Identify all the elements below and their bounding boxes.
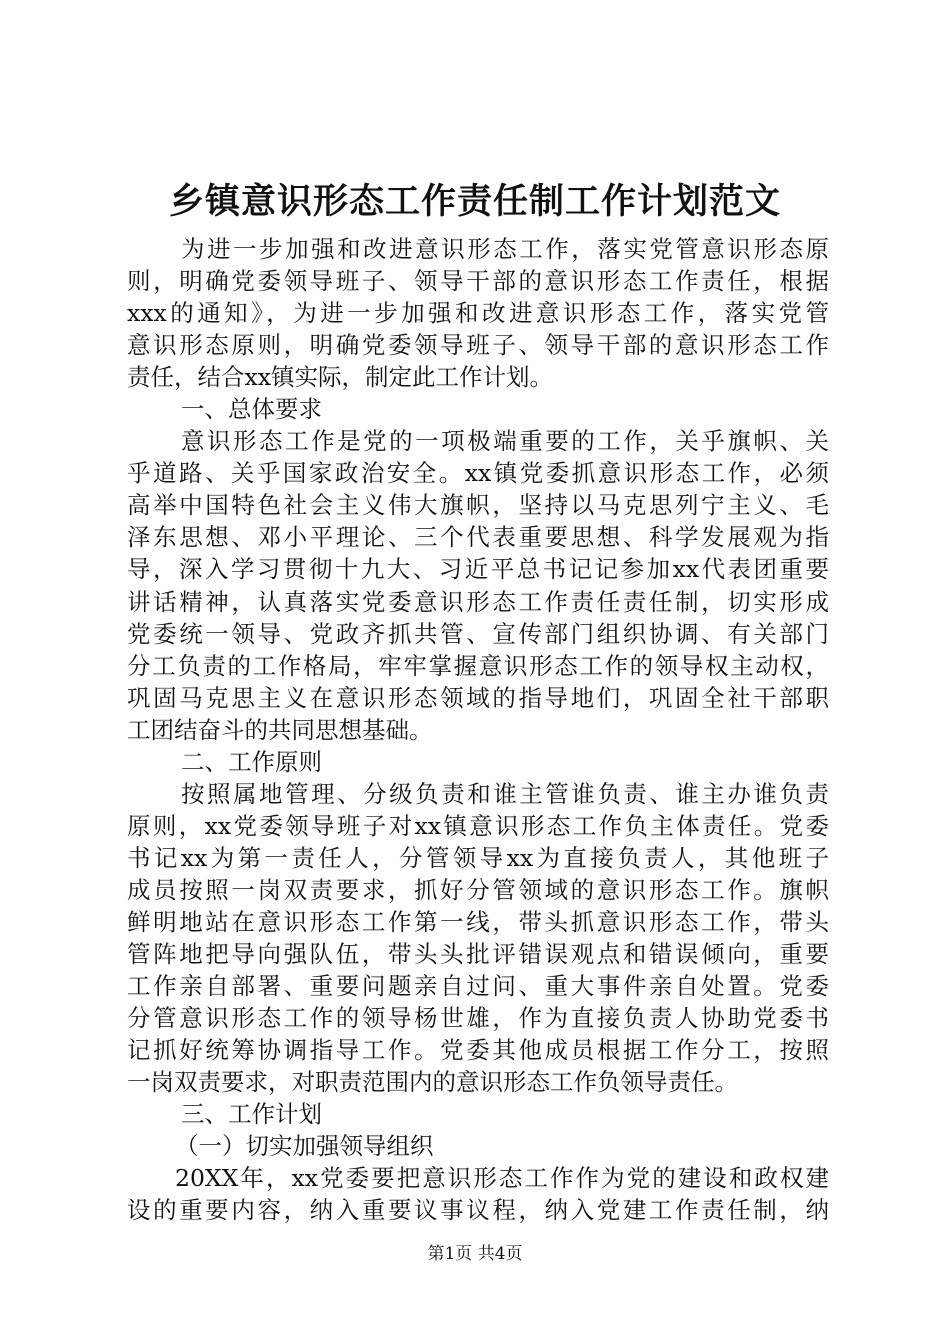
subsection-heading: （一）切实加强领导组织 (175, 1132, 434, 1161)
document-title: 乡镇意识形态工作责任制工作计划范文 (168, 181, 781, 222)
text-line: 设的重要内容，纳入重要议事议程，纳入党建工作责任制，纳 (127, 1196, 829, 1225)
text-line: 鲜明地站在意识形态工作第一线，带头抓意识形态工作，带头 (127, 907, 829, 936)
text-line: 讲话精神，认真落实党委意识形态工作责任责任制，切实形成 (127, 587, 829, 616)
text-line: 导，深入学习贯彻十九大、习近平总书记记参加xx代表团重要 (127, 555, 829, 584)
text-line: 原则，xx党委领导班子对xx镇意识形态工作负主体责任。党委 (127, 811, 829, 840)
text-line: 管阵地把导向强队伍，带头头批评错误观点和错误倾向，重要 (127, 940, 829, 969)
text-line: 分工负责的工作格局，牢牢掌握意识形态工作的领导权主动权， (127, 651, 829, 680)
text-line: 工作亲自部署、重要问题亲自过问、重大事件亲自处置。党委 (127, 972, 829, 1001)
text-line: 书记xx为第一责任人，分管领导xx为直接负责人，其他班子 (127, 843, 829, 872)
text-line: xxx的通知》，为进一步加强和改进意识形态工作，落实党管 (127, 299, 829, 328)
text-line: 责任，结合xx镇实际，制定此工作计划。 (127, 363, 554, 392)
text-line: 按照属地管理、分级负责和谁主管谁负责、谁主办谁负责 (181, 779, 829, 808)
text-line: 成员按照一岗双责要求，抓好分管领域的意识形态工作。旗帜 (127, 875, 829, 904)
section-heading: 三、工作计划 (181, 1100, 322, 1129)
text-line: 为进一步加强和改进意识形态工作，落实党管意识形态原 (181, 235, 829, 263)
text-line: 乎道路、关乎国家政治安全。xx镇党委抓意识形态工作，必须 (127, 459, 829, 488)
text-line: 党委统一领导、党政齐抓共管、宣传部门组织协调、有关部门 (127, 619, 829, 648)
text-line: 则，明确党委领导班子、领导干部的意识形态工作责任，根据 (127, 267, 829, 296)
text-line: 巩固马克思主义在意识形态领域的指导地们，巩固全社干部职 (127, 683, 829, 712)
page-number-footer: 第1页 共4页 (427, 1244, 523, 1264)
section-heading: 一、总体要求 (181, 395, 322, 424)
document-body (127, 233, 829, 1226)
text-line: 高举中国特色社会主义伟大旗帜，坚持以马克思列宁主义、毛 (127, 491, 829, 520)
text-line: 分管意识形态工作的领导杨世雄，作为直接负责人协助党委书 (127, 1004, 829, 1033)
text-line: 工团结奋斗的共同思想基础。 (127, 715, 433, 744)
text-line: 意识形态工作是党的一项极端重要的工作，关乎旗帜、关 (181, 427, 829, 456)
text-line: 一岗双责要求，对职责范围内的意识形态工作负领导责任。 (127, 1068, 738, 1097)
text-line: 20XX年，xx党委要把意识形态工作作为党的建设和政权建 (175, 1164, 829, 1193)
text-line: 记抓好统筹协调指导工作。党委其他成员根据工作分工，按照 (127, 1036, 829, 1065)
text-line: 泽东思想、邓小平理论、三个代表重要思想、科学发展观为指 (127, 523, 829, 552)
section-heading: 二、工作原则 (181, 747, 322, 776)
text-line: 意识形态原则，明确党委领导班子、领导干部的意识形态工作 (127, 331, 829, 360)
